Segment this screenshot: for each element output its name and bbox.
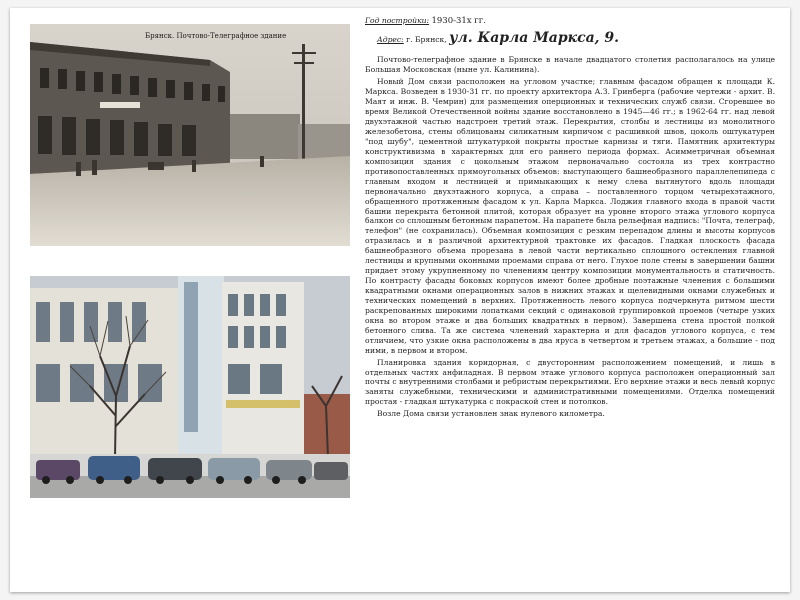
historic-photo [30, 24, 350, 246]
address-line [377, 29, 775, 47]
modern-photo [30, 276, 350, 498]
paragraph-zero-km: Возле Дома связи установлен знак нулевого километра. [377, 409, 605, 419]
slide-page [10, 8, 790, 592]
paragraph-history: Почтово-телеграфное здание в Брянске в начале двадцатого столетия располагалось на улице Большая Московская (ныне ул. Калинина). [365, 55, 775, 75]
address-street: ул. Карла Маркса, 9. [449, 30, 620, 47]
year-value: 1930-31х гг. [431, 16, 486, 26]
paragraph-architecture: Новый Дом связи расположен на угловом участке; главным фасадом обращен к площади К. Маркса. Возведен в 1930-31 гг. по проекту архитектора А.З. Гринберга (рабочие чертежи - архит. В. Маят и инж. В. Чемрин) для размещения оперционных и технических служб связи. Сгоревшее во время Великой Отечественной войны здание восстановлено в 1945—46 гг.; в 1962-64 гг. над левой двухэтажной частью надстроен третий этаж. Перекрытия, столбы и лестницы из монолитного железобетона, стены облицованы силикатным кирпичом с расшивкой швов, цоколь оштукатурен "под шубу", цементной штукатуркой покрыты простые карнизы и тяги. Памятник архитектуры конструктивизма в характерных для его раннего периода формах. Асимметричная объемная композиция здания с цокольным этажом первоначально состояла из трех контрастно противопоставленных прямоугольных объемов: выступающего башнеобразного параллелепипеда с главным входом и лестницей и примыкающих к нему слева вытянутого вдоль площади первоначально двухэтажного корпуса, а справа – поставленного торцом четырехэтажного, обращенного протяженным фасадом к ул. Карла Маркса. Лоджия главного входа в правой части башни перекрыта бетонной плитой, которая образует на уровне второго этажа углового корпуса балкон со сплошным бетонным парапетом. На парапете была рельефная надпись: "Почта, телеграф, телефон" (не сохранилась). Объемная композиция с резким перепадом длины и высоты корпусов отразилась и в различной архитектурной трактовке их фасадов. Гладкая плоскость фасада башнеобразного объема прорезана в левой части вертикально сплошного остекления главной лестницы и крупными оконными проемами справа от него. Глухое поле стены в завершении башни придает этому укрупненному по членениям центру композиции монументальность и статичность. По контрасту фасады боковых корпусов имеют более дробные поэтажные членения с большими квадратными окнами операционных залов в нижних этажах и щелевидными окнами служебных и технических помещений в верхних. Протяженность левого корпуса подчеркнута ритмом шести раскрепованных широкими лопатками секций с одинаковой группировкой проемов (четыре узких окна во втором этаже и два больших квадратных в первом). Завершена стена простой полкой бетонного слива. Та же система членений характерна и для фасадов углового корпуса, с тем отличием, что узкие окна расположены в два яруса в четвертом и третьем этажах, а большие - под ними, в первом и втором. [365, 77, 775, 355]
year-line [365, 16, 775, 27]
address-city: г. Брянск, [406, 35, 447, 45]
historic-photo-caption: Брянск. Почтово-Телеграфное здание [145, 32, 287, 40]
description-column [365, 16, 775, 421]
year-label: Год постройки: [365, 16, 430, 25]
address-label: Адрес: [377, 35, 404, 45]
paragraph-layout: Планировка здания коридорная, с двусторонним расположением помещений, и лишь в отдельных частях анфиладная. В первом этаже углового корпуса расположен операционный зал почты с внутренними столбами и ребристым перекрытиями. Его верхние этажи и весь левый корпус заняты служебными, техническими и административными помещениями. Отделка помещений простая - гладкая штукатурка с покраской стен и потолков. [365, 357, 775, 407]
